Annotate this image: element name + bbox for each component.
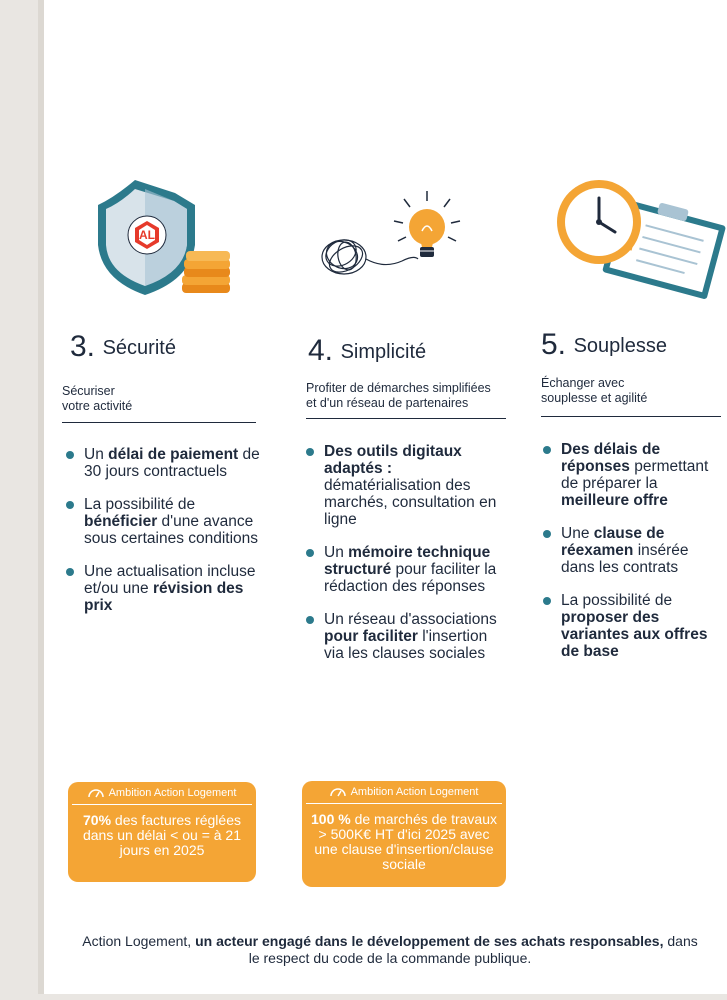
ambition-box [302, 781, 506, 887]
section-title [541, 328, 667, 362]
ambition-header [72, 782, 252, 805]
bullet-dot [66, 568, 74, 576]
section-title-text: Souplesse [573, 335, 667, 357]
bullet-item: Un délai de paiement de 30 jours contractuels [62, 446, 267, 480]
section-number: 3. [70, 330, 96, 363]
ambition-box [68, 782, 256, 882]
bullet-item: Une clause de réexamen insérée dans les contrats [539, 525, 721, 576]
section-subtitle: Profiter de démarches simplifiées et d'un réseau de partenaires [306, 381, 491, 410]
section-title [308, 334, 426, 368]
ambition-header [306, 781, 502, 804]
bullet-list [539, 441, 721, 676]
column-souplesse [535, 0, 727, 1000]
footer-statement: Action Logement, un acteur engagé dans le développement de ses achats responsables, dans le respect du code de la commande publique. [82, 933, 698, 966]
bullet-dot [543, 530, 551, 538]
section-divider [306, 418, 506, 419]
bullet-dot [306, 448, 314, 456]
gauge-icon [88, 788, 104, 798]
section-title-text: Simplicité [340, 341, 427, 363]
section-subtitle: Sécuriser votre activité [62, 384, 133, 413]
bullet-dot [543, 597, 551, 605]
section-divider [541, 416, 721, 417]
bullet-dot [306, 616, 314, 624]
bullet-item: La possibilité de bénéficier d'une avance sous certaines conditions [62, 496, 267, 547]
bullet-dot [306, 549, 314, 557]
shield-badge-text: AL [139, 228, 155, 242]
bullet-dot [66, 501, 74, 509]
bullet-item: Des outils digitaux adaptés : dématérialisation des marchés, consultation en ligne [302, 443, 507, 528]
ambition-label: Ambition Action Logement [350, 786, 479, 798]
bullet-dot [543, 446, 551, 454]
ambition-label: Ambition Action Logement [108, 787, 237, 799]
bullet-item: Un réseau d'associations pour faciliter l'insertion via les clauses sociales [302, 611, 507, 662]
section-subtitle: Échanger avec souplesse et agilité [541, 376, 648, 405]
ambition-text: 100 % de marchés de travaux > 500K€ HT d'ici 2025 avec une clause d'insertion/clause sociale [311, 811, 497, 872]
bullet-item: La possibilité de proposer des variantes aux offres de base [539, 592, 721, 660]
bullet-list [62, 446, 267, 630]
tangled-wire-lightbulb-icon [314, 185, 484, 285]
ambition-text: 70% des factures réglées dans un délai < ou = à 21 jours en 2025 [82, 812, 242, 858]
bullet-item: Des délais de réponses permettant de préparer la meilleure offre [539, 441, 721, 509]
shield-with-coins-icon [90, 175, 240, 305]
bullet-item: Une actualisation incluse et/ou une révision des prix [62, 563, 267, 614]
page-edge-left [0, 0, 44, 1000]
clock-clipboard-icon [551, 170, 727, 300]
section-title [70, 330, 176, 364]
section-number: 5. [541, 328, 567, 361]
column-simplicite [298, 0, 520, 1000]
section-number: 4. [308, 334, 334, 367]
bullet-dot [66, 451, 74, 459]
bullet-item: Un mémoire technique structuré pour faciliter la rédaction des réponses [302, 544, 507, 595]
section-divider [62, 422, 256, 423]
bullet-list [302, 443, 507, 678]
section-title-text: Sécurité [102, 337, 176, 359]
column-securite [62, 0, 272, 1000]
gauge-icon [330, 787, 346, 797]
